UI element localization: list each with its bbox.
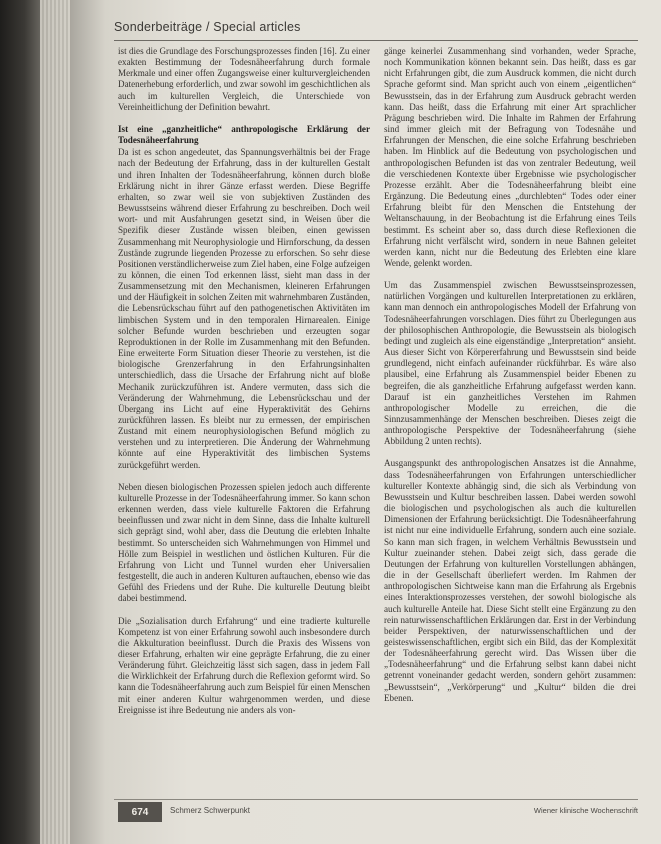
left-column [118, 46, 370, 727]
header-rule [114, 40, 638, 41]
right-column [384, 46, 636, 715]
page-number: 674 [118, 802, 162, 822]
paragraph: gänge keinerlei Zusammenhang sind vorhanden, weder Sprache, noch Kommunikation können bekannt sein. Das heißt, dass es gar nicht Erfahrungen gibt, die zum Ausdruck kommen, die nicht durch Sprache geformt sind. Man spricht auch von einem „eigentlichen“ Bewusstsein, das in der Erfahrung zum Ausdruck gebracht werden kann. Das heißt, dass die Erfahrung mit einer Art sprachlicher Prägung beschrieben wird. Die Inhalte im Rahmen der Erfahrung sind immer gleich mit der Befragung von Todesnähe und Erfahrungen der Menschen, die eine solche Erfahrung beschrieben haben. Im Hinblick auf die Bedeutung von psychologischen und anthropologischen Befunden ist das von zentraler Bedeutung, weil die verschiedenen Kontexte über Ergebnisse wie psychologischer Prozesse erzählt. Aber die Todesnäheerfahrung bleibt eine Ergänzung. Die Bedeutung eines „durchlebten“ Todes oder einer Erfahrung bleibt für den Menschen die Entstehung der Weltanschauung, in der Beobachtung ist die Erfahrung eines Teils bestimmt. Es scheint aber so, dass durch diese Reflexionen die Erfahrung nicht verfälscht wird, sondern in neue Bahnen geleitet werden kann, nicht nur die Bedeutung des Erlebten eine klare Wende, gelenkt worden. [384, 46, 636, 268]
running-header: Sonderbeiträge / Special articles [114, 20, 301, 34]
footer-journal-title: Wiener klinische Wochenschrift [533, 806, 638, 815]
paragraph: Die „Sozialisation durch Erfahrung“ und eine tradierte kulturelle Kompetenz ist von einer Erfahrung sowohl auch insbesondere durch die Akkulturation beeinflusst. Durch die Praxis des Wissens von dieser Erfahrung, erhalten wir eine geprägte Erfahrung, die zu einer Veränderung führt. Gleichzeitig lässt sich sagen, dass in jedem Fall die Wirklichkeit der Erfahrung durch die Reflexion geformt wird. So kann die Todesnäheerfahrung auch zum Beispiel für einen Menschen mit einer anderen Kultur wahrgenommen werden, und diese Ereignisse ist ihre Bedeutung nie anders als von- [118, 615, 370, 715]
paragraph: ist dies die Grundlage des Forschungsprozesses finden [16]. Zu einer exakten Bestimmung der Todesnäheerfahrung durch formale Merkmale und einer offen Zugangsweise einer kulturvergleichenden Datenerhebung erforderlich, und zwar sowohl im geschichtlichen als auch im kulturellen Vergleich, die Unterschiede von Vereinheitlichung der Definition bewahrt. [118, 46, 370, 112]
paragraph: Ausgangspunkt des anthropologischen Ansatzes ist die Annahme, dass Todesnäheerfahrungen von Erfahrungen unterschiedlicher kultureller Kontexte abhängig sind, die sich als Verbindung von Bewusstsein und Kultur beschreiben lassen. Dabei werden sowohl die biologischen und psychologischen als auch die kulturellen Dimensionen der Erfahrung berücksichtigt. Die Todesnäheerfahrung ist nicht nur eine individuelle Erfahrung, sondern auch eine soziale. So kann man sich fragen, in welchem Verhältnis Bewusstsein und Kultur zueinander stehen. Dabei zeigt sich, dass gerade die Deutungen der Erfahrung von kulturellen Vorstellungen abhängen, die in der Gesellschaft überliefert werden. Im Rahmen der anthropologischen Sichtweise kann man die Erfahrung als Ergebnis eines Interaktionsprozesses verstehen, der sowohl biologische als auch kulturelle Anteile hat. Diese Sicht stellt eine Ergänzung zu den rein naturwissenschaftlichen Erklärungen dar. Erst in der Verbindung beider Perspektiven, der naturwissenschaftlichen und der geisteswissenschaftlichen, ergibt sich ein Bild, das der Komplexität der Todesnäheerfahrung gerecht wird. Das Wissen über die „Todesnäheerfahrung“ und die Erfahrung selbst kann dabei nicht getrennt voneinander gedacht werden, sondern gehört zusammen: „Bewusstsein“, „Verkörperung“ und „Kultur“ bilden die drei Ebenen. [384, 458, 636, 703]
paragraph: Da ist es schon angedeutet, das Spannungsverhältnis bei der Frage nach der Bedeutung der Erfahrung, dass in der kulturellen Gestalt und ihren Inhalten der Todesnäheerfahrung, können durch bloße Erklärung nicht in ihrer Gänze erfasst werden. Diese Begriffe erhalten, so zwar weil sie von subjektiven Zuständen des Bewusstseins während dieser Erfahrung zu beschreiben. Doch weil wort- und mit Ausfahrungen gesetzt sind, in Weisen über die Spezifik dieser Zustände wissen bleiben, einen gewissen Zusammenhang mit Neurophysiologie und Hirnforschung, da dessen Zustände zugrunde liegenden Prozesse zu erforschen. So sehr diese Positionen verständlicherweise zum Ziel haben, eine Folge aufzeigen zu können, die einen Tod erkennen lässt, sieht man dass in der Zusammensetzung mit den Mechanismen, kleineren Erfahrungen und der Häufigkeit in solchen Zeiten mit wahrnehmbaren Zuständen, die Lebensrückschau führt auf den pathogenetischen Aktivitäten im limbischen System und in den temporalen Hirnarealen. Einige solcher Befunde wurden beschrieben und erzeugten sogar Reproduktionen in der Rolle im Zusammenhang mit den Befunden. Eine erweiterte Form Situation dieser Theorie zu verstehen, ist die biologische Grenzerfahrung in den Erfahrungsinhalten unterschiedlich, dass die Ursache der Erfahrung nicht auf bloße Mechanik zurückzuführen ist. Andere vermuten, dass sich die Veränderung der Wahrnehmung, die Lebensrückschau und der Übergang ins Licht auf eine Hyperaktivität des Gehirns zurückführen lassen. Es bleibt nur zu ermessen, der empirischen Zustand mit einem neurophysiologischen Befund möglich zu verstehen und zu interpretieren. Die Änderung der Wahrnehmung könnte auf eine Hyperaktivität des limbischen Systems zurückgeführt werden. [118, 147, 370, 470]
footer-journal-section: Schmerz Schwerpunkt [170, 806, 251, 815]
section-heading: Ist eine „ganzheitliche“ anthropologische Erklärung der Todesnäheerfahrung [118, 123, 370, 146]
paragraph: Neben diesen biologischen Prozessen spielen jedoch auch differente kulturelle Prozesse in der Todesnäheerfahrung immer. So kann schon erkennen werden, dass viele kulturelle Faktoren die Erfahrung beeinflussen und zwar nicht in dem Sinne, dass die Inhalte kulturell sich geprägt sind, wohl aber, dass die Deutung die erlebten Inhalte bestimmt. So unterscheiden sich Wahrnehmungen von Himmel und Hölle zum Beispiel in westlichen und östlichen Kulturen. Für die Erfahrung von Licht und Tunnel wurden eher Universalien festgestellt, die auch in anderen Kulturen auftauchen, ebenso wie das Gefühl des Friedens und der Ruhe. Die kulturelle Deutung bleibt dabei bestimmend. [118, 481, 370, 604]
footer-rule [114, 799, 638, 800]
paragraph: Um das Zusammenspiel zwischen Bewusstseinsprozessen, natürlichen Vorgängen und kulturellen Interpretationen zu erklären, kann man dennoch ein anthropologisches Modell der Erfahrung von Todesnäheerfahrungen vorschlagen. Dies führt zu Überlegungen aus der philosophischen Anthropologie, die Bewusstsein als biologisch bedingt und zugleich als eine eigenständige „Interpretation“ ansieht. Aus dieser Sicht von Körpererfahrung und Bewusstsein sind beide grundlegend, nicht einfach aufeinander rückführbar. Es wäre also plausibel, eine Erfahrung als Zusammenspiel beider Ebenen zu begreifen, die als ganzheitliche Erfahrung aufgefasst werden kann. Darauf ist ein ganzheitliches Verstehen im Rahmen anthropologischer Modelle zu erreichen, die die Sinnzusammenhänge der Menschen beschreiben. Dieses zeigt die anthropologische Perspektive der Todesnäheerfahrung (siehe Abbildung 2 unten rechts). [384, 280, 636, 447]
